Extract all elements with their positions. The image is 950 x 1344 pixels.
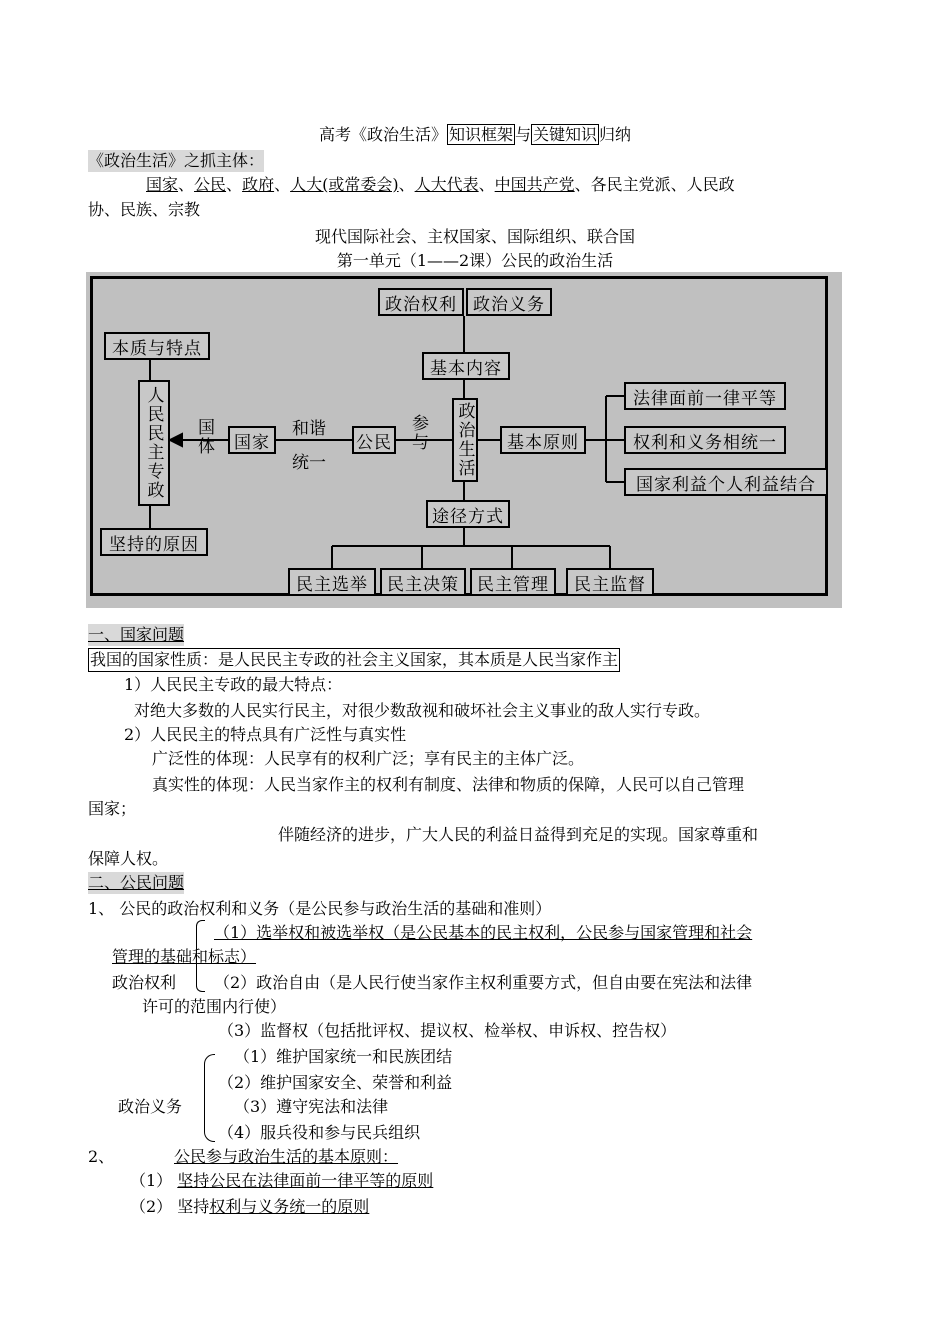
subject-sep: 、 xyxy=(398,175,415,194)
diagram-principles-box: 基本原则 xyxy=(500,426,586,454)
section2-heading: 二、公民问题 xyxy=(88,873,185,892)
subjects-line2: 协、民族、宗教 xyxy=(88,200,201,219)
diagram-decision-box: 民主决策 xyxy=(380,568,466,596)
diagram-supervision-box: 民主监督 xyxy=(566,568,654,596)
subjects-line1 xyxy=(146,174,735,196)
title-part3: 与 xyxy=(514,125,531,144)
subjects-heading: 《政治生活》之抓主体： xyxy=(88,151,265,170)
right-2a: （2）政治自由（是人民行使当家作主权利重要方式，但自由要在宪法和法律 xyxy=(214,973,753,992)
subject-item: 人大代表 xyxy=(414,175,479,194)
subject-tail: 、各民主党派、人民政 xyxy=(574,175,735,194)
unit-title: 第一单元（1——2课）公民的政治生活 xyxy=(336,251,614,270)
title-part5: 归纳 xyxy=(599,125,632,144)
title-part1: 高考《政治生活》 xyxy=(318,125,447,144)
duty-4: （4）服兵役和参与民兵组织 xyxy=(218,1123,421,1142)
subject-sep: 、 xyxy=(178,175,195,194)
diagram-basic-content-box: 基本内容 xyxy=(422,352,510,380)
subjects-line3: 现代国际社会、主权国家、国际组织、联合国 xyxy=(314,227,635,246)
diagram-guoti-label: 国体 xyxy=(194,418,214,456)
sec2-item2-text: 公民参与政治生活的基本原则： xyxy=(174,1147,399,1166)
right-3: （3）监督权（包括批评权、提议权、检举权、申诉权、控告权） xyxy=(218,1021,677,1040)
subject-sep: 、 xyxy=(478,175,495,194)
diagram-equality-box: 法律面前一律平等 xyxy=(624,382,786,410)
diagram-participate-label: 参与 xyxy=(408,414,428,452)
state-nature: 我国的国家性质：是人民民主专政的社会主义国家，其本质是人民当家作主 xyxy=(88,648,620,672)
duty-1: （1）维护国家统一和民族团结 xyxy=(234,1047,453,1066)
diagram-dictatorship-box: 人民民主专政 xyxy=(138,380,170,506)
right-1a: （1）选举权和被选举权（是公民基本的民主权利，公民参与国家管理和社会 xyxy=(214,923,753,942)
subject-sep: 、 xyxy=(274,175,291,194)
diagram-duties-box: 政治义务 xyxy=(466,288,552,316)
principle-2 xyxy=(130,1196,369,1218)
sec2-item2-num: 2、 xyxy=(88,1147,115,1166)
sec2-item1: 1、 公民的政治权利和义务（是公民参与政治生活的基础和准则） xyxy=(88,899,552,918)
title-part4: 关键知识 xyxy=(533,125,598,144)
diagram-harmony-bottom-label: 统一 xyxy=(292,453,326,473)
diagram-essence-box: 本质与特点 xyxy=(104,332,210,360)
principle-2-num: （2） xyxy=(130,1197,173,1216)
diagram-management-box: 民主管理 xyxy=(470,568,556,596)
diagram-unity-box: 权利和义务相统一 xyxy=(624,426,786,454)
principle-2-text: 权利与义务统一的原则 xyxy=(209,1197,370,1216)
principle-2-prefix: 坚持 xyxy=(177,1197,210,1216)
diagram-state-box: 国家 xyxy=(228,426,276,454)
diagram-election-box: 民主选举 xyxy=(288,568,376,596)
diagram-rights-box: 政治权利 xyxy=(378,288,464,316)
rights-label: 政治权利 xyxy=(112,973,177,992)
sec1-p1-body: 对绝大多数的人民实行民主，对很少数敌视和破坏社会主义事业的敌人实行专政。 xyxy=(134,701,711,720)
subject-item: 国家 xyxy=(146,175,179,194)
sec1-p2-title: 2）人民民主的特点具有广泛性与真实性 xyxy=(124,725,407,744)
subject-item: 政府 xyxy=(242,175,275,194)
subject-item: 公民 xyxy=(194,175,227,194)
duty-2: （2）维护国家安全、荣誉和利益 xyxy=(218,1073,453,1092)
duties-brace xyxy=(204,1054,215,1142)
diagram-citizen-box: 公民 xyxy=(352,426,396,454)
sec1-p2-real-d: 保障人权。 xyxy=(88,849,169,868)
title-part2: 知识框架 xyxy=(448,125,513,144)
duties-label: 政治义务 xyxy=(118,1097,183,1116)
principle-1 xyxy=(130,1170,433,1192)
sec1-p2-real-b: 国家； xyxy=(88,799,137,818)
sec1-p2-real-a: 真实性的体现：人民当家作主的权利有制度、法律和物质的保障，人民可以自己管理 xyxy=(152,775,745,794)
diagram-harmony-top-label: 和谐 xyxy=(292,419,326,439)
knowledge-diagram xyxy=(86,272,842,608)
diagram-reason-box: 坚持的原因 xyxy=(100,528,208,556)
diagram-interest-box: 国家利益个人利益结合 xyxy=(624,468,828,496)
sec1-p2-broad: 广泛性的体现：人民享有的权利广泛；享有民主的主体广泛。 xyxy=(152,749,585,768)
right-1b: 管理的基础和标志） xyxy=(112,947,257,966)
subject-item: 人大(或常委会) xyxy=(290,175,399,194)
right-2b: 许可的范围内行使） xyxy=(142,997,287,1016)
principle-1-prefix: 坚持 xyxy=(177,1171,210,1190)
rights-brace xyxy=(196,920,205,992)
duty-3: （3）遵守宪法和法律 xyxy=(234,1097,389,1116)
principle-1-text: 公民在法律面前一律平等的原则 xyxy=(209,1171,434,1190)
diagram-ways-box: 途径方式 xyxy=(426,500,510,528)
principle-1-num: （1） xyxy=(130,1171,173,1190)
diagram-political-life-box: 政治生活 xyxy=(452,398,478,482)
sec1-p1-title: 1）人民民主专政的最大特点： xyxy=(124,675,343,694)
subject-sep: 、 xyxy=(226,175,243,194)
subject-item: 中国共产党 xyxy=(494,175,575,194)
page-title xyxy=(0,124,950,146)
section1-heading: 一、国家问题 xyxy=(88,625,185,644)
sec1-p2-real-c: 伴随经济的进步，广大人民的利益日益得到充足的实现。国家尊重和 xyxy=(278,825,759,844)
